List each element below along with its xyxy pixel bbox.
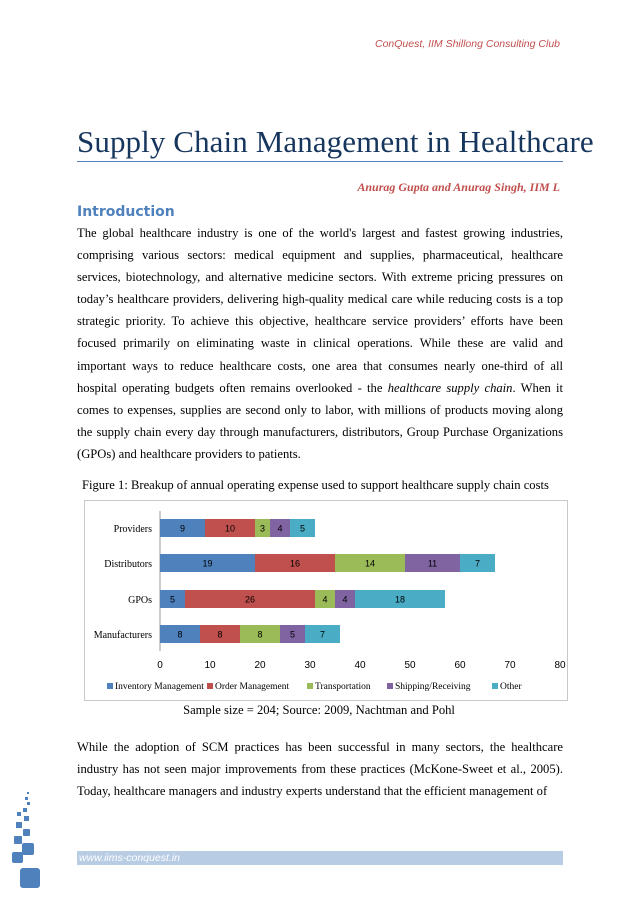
intro-paragraph-part-1: The global healthcare industry is one of the world's largest and fastest growing industries, comprising various sectors: medical equipment and supplies, pharmaceutical, healthcare services, biotechnology, and alternative medicine sectors. With extreme pricing pressures on today’s healthcare providers, delivering high-quality medical care while reducing costs is a top strategic priority. To achieve this objective, healthcare service providers’ efforts have been focused primarily on eliminating waste in clinical operations. While these are valid and important ways to reduce healthcare costs, one area that consumes nearly one-third of all hospital operating budgets often remains overlooked - the: [77, 226, 563, 395]
data-label: 7: [474, 558, 481, 569]
data-label: 26: [244, 594, 256, 605]
x-tick-label: 50: [404, 660, 416, 671]
data-label: 7: [319, 629, 326, 640]
data-label: 18: [394, 594, 406, 605]
chart-svg: [85, 501, 567, 700]
data-label: 16: [289, 558, 301, 569]
data-label: 5: [289, 629, 296, 640]
x-tick-label: 20: [254, 660, 266, 671]
sample-note: Sample size = 204; Source: 2009, Nachtman and Pohl: [183, 703, 455, 717]
data-label: 4: [322, 594, 328, 605]
category-label: Distributors: [104, 559, 152, 570]
data-label: 10: [224, 523, 236, 534]
data-label: 4: [277, 523, 283, 534]
data-label: 5: [169, 594, 176, 605]
data-label: 5: [299, 523, 306, 534]
data-label: 8: [217, 629, 223, 640]
category-label: GPOs: [128, 595, 152, 606]
title-rule: [77, 161, 563, 162]
x-tick-label: 60: [454, 660, 466, 671]
data-label: 8: [177, 629, 183, 640]
figure-caption: Figure 1: Breakup of annual operating expense used to support healthcare supply chain costs: [82, 478, 549, 492]
data-label: 4: [342, 594, 348, 605]
authors: Anurag Gupta and Anurag Singh, IIM L: [357, 180, 560, 194]
x-tick-label: 10: [204, 660, 216, 671]
x-tick-label: 0: [157, 660, 163, 671]
data-label: 8: [257, 629, 263, 640]
legend-entry: Other: [500, 682, 522, 692]
legend-entry: Transportation: [315, 682, 371, 692]
intro-paragraph-part-2: . When it comes to expenses, supplies are second only to labor, with millions of products moving along the supply chain every day through manufacturers, distributors, Group Purchase Organizations (GPOs) and healthcare providers to patients.: [77, 380, 563, 461]
legend-swatch: [387, 683, 393, 689]
stacked-bar-chart: [84, 500, 568, 701]
intro-paragraph-emphasis: healthcare supply chain: [387, 380, 513, 395]
data-label: 3: [259, 523, 266, 534]
legend-entry: Shipping/Receiving: [395, 682, 471, 692]
decorative-squares: [10, 790, 50, 890]
legend-swatch: [107, 683, 113, 689]
legend-swatch: [492, 683, 498, 689]
category-label: Manufacturers: [93, 630, 152, 641]
category-label: Providers: [113, 524, 152, 535]
legend-entry: Order Management: [215, 682, 290, 692]
x-tick-label: 80: [554, 660, 566, 671]
data-label: 19: [202, 558, 213, 569]
legend-swatch: [307, 683, 313, 689]
x-tick-label: 70: [504, 660, 516, 671]
header-note: ConQuest, IIM Shillong Consulting Club: [374, 38, 560, 50]
page-title: Supply Chain Management in Healthcare: [77, 124, 594, 159]
second-paragraph: While the adoption of SCM practices has been successful in many sectors, the healthcare industry has not seen major improvements from these practices (McKone-Sweet et al., 2005). Today, healthcare managers and industry experts understand that the efficient management of: [77, 740, 563, 799]
legend-swatch: [207, 683, 213, 689]
footer-url[interactable]: www.iims-conquest.in: [79, 852, 180, 864]
x-tick-label: 30: [304, 660, 316, 671]
section-heading-introduction: Introduction: [77, 204, 175, 220]
intro-paragraph: [77, 222, 563, 465]
x-tick-label: 40: [354, 660, 366, 671]
data-label: 14: [364, 558, 376, 569]
data-label: 11: [427, 558, 438, 569]
legend-entry: Inventory Management: [115, 682, 204, 692]
data-label: 9: [179, 523, 186, 534]
